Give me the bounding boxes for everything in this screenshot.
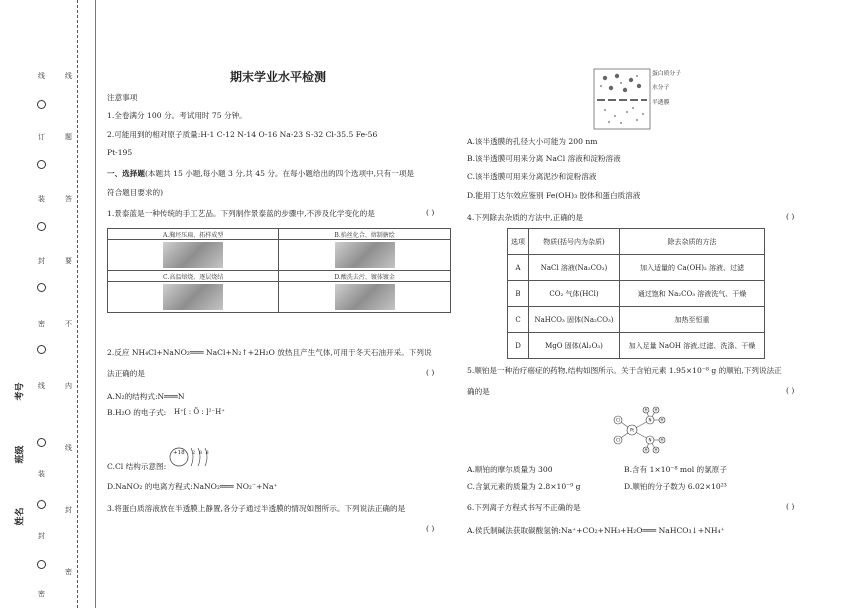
h-label: H — [644, 447, 648, 453]
margin-char: 答 — [65, 195, 72, 203]
margin-char: 题 — [65, 133, 72, 141]
q4-header-option: 选项 — [508, 229, 529, 255]
q2-electron-formula: H⁺[ : Ö : ]²⁻H⁺ — [174, 408, 225, 416]
binding-dashed-line — [77, 0, 78, 608]
craft-photo — [163, 284, 223, 310]
margin-char: 密 — [38, 590, 45, 598]
fig-label-membrane: 半透膜 — [652, 100, 670, 106]
binding-solid-line — [95, 0, 96, 608]
margin-char: 订 — [38, 133, 45, 141]
n-label: N — [648, 437, 652, 443]
binding-hole — [37, 283, 46, 292]
q4-cell: CO₂ 气体(HCl) — [529, 281, 620, 307]
binding-hole — [37, 160, 46, 169]
binding-hole — [37, 560, 46, 569]
notice-line-3: Pt-195 — [107, 148, 133, 157]
margin-char: 装 — [38, 195, 45, 203]
cl-shells-label: 2 8 8 — [192, 450, 210, 456]
craft-photo — [335, 284, 395, 310]
margin-char: 封 — [38, 532, 45, 540]
margin-char: 线 — [65, 444, 72, 452]
membrane-diagram — [593, 68, 651, 130]
q5-answer-paren: ( ) — [786, 386, 795, 395]
cl-label: Cl — [616, 437, 620, 443]
notice-line-1: 1.全卷满分 100 分。考试用时 75 分钟。 — [107, 111, 247, 120]
section1-desc-2: 符合题目要求的) — [107, 188, 164, 197]
q4-stem: 4.下列除去杂质的方法中,正确的是 — [467, 213, 583, 222]
cl-label: Cl — [616, 417, 620, 423]
q5-option-a: A.顺铂的摩尔质量为 300 — [467, 465, 553, 474]
q4-cell: 加热至恒重 — [620, 307, 765, 333]
craft-photo — [163, 242, 223, 268]
binding-hole — [37, 438, 46, 447]
q6-stem: 6.下列离子方程式书写不正确的是 — [467, 503, 581, 512]
q4-cell: B — [508, 281, 529, 307]
q1-option-b: B.掐丝化合、熔制搪绘 — [279, 229, 451, 240]
q1-stem: 1.景泰蓝是一种传统的手工艺品。下列制作景泰蓝的步骤中,不涉及化学变化的是 — [107, 209, 375, 218]
q4-cell: A — [508, 255, 529, 281]
h-label: H — [654, 447, 658, 453]
fig-label-protein: 蛋白质分子 — [652, 71, 681, 77]
h-label: H — [660, 437, 664, 443]
margin-char: 内 — [65, 382, 72, 390]
q2-stem-2: 法正确的是 — [107, 369, 145, 378]
q5-option-b: B.含有 1×10⁻⁸ mol 的氯原子 — [624, 465, 727, 474]
notice-line-2: 2.可能用到的相对原子质量:H-1 C-12 N-14 O-16 Na-23 S-32 Cl-35.5 Fe-56 — [107, 130, 378, 139]
q4-table — [507, 228, 765, 359]
h-label: H — [644, 407, 648, 413]
q6-option-a: A.侯氏制碱法获取碳酸氢钠:Na⁺+CO₂+NH₃+H₂O═══ NaHCO₃↓+NH₄⁺ — [467, 526, 725, 535]
binding-hole — [37, 100, 46, 109]
q3-option-d: D.能用丁达尔效应鉴别 Fe(OH)₃ 胶体和蛋白质溶液 — [467, 191, 641, 200]
q5-stem-2: 确的是 — [467, 387, 490, 396]
cl-nucleus-label: +18 — [173, 450, 185, 456]
q4-cell: 加入足量 NaOH 溶液,过滤、洗涤、干燥 — [620, 333, 765, 359]
table-row — [508, 307, 765, 333]
section1-desc-1: (本题共 15 小题,每小题 3 分,共 45 分。在每小题给出的四个选项中,只有一项是 — [144, 169, 415, 178]
pt-label: Pt — [630, 427, 634, 433]
page-title: 期末学业水平检测 — [230, 70, 327, 84]
table-row — [508, 255, 765, 281]
class-label: 班级 — [15, 445, 26, 464]
q2-stem: 2.反应 NH₄Cl+NaNO₂═══ NaCl+N₂↑+2H₂O 放热且产生气体,可用于冬天石油开采。下列说 — [107, 348, 432, 357]
q5-stem: 5.顺铂是一种治疗癌症的药物,结构如图所示。关于含铂元素 1.95×10⁻⁸ g 的顺铂,下列说法正 — [467, 366, 782, 375]
notice-heading: 注意事项 — [107, 93, 138, 102]
margin-char: 密 — [65, 568, 72, 576]
q1-image-c — [108, 282, 279, 313]
margin-char: 线 — [38, 72, 45, 80]
q2-option-d: D.NaNO₂ 的电离方程式:NaNO₂═══ NO₂⁻+Na⁺ — [107, 482, 278, 491]
margin-char: 不 — [65, 320, 72, 328]
exam-number-label: 考号 — [15, 382, 26, 401]
binding-hole — [37, 500, 46, 509]
q4-header-method: 除去杂质的方法 — [620, 229, 765, 255]
q3-option-c: C.该半透膜可用来分离泥沙和淀粉溶液 — [467, 172, 597, 181]
q1-image-a — [108, 240, 279, 271]
q1-option-c: C.高温熔烧、逐层烧结 — [108, 271, 279, 282]
q2-answer-paren: ( ) — [426, 368, 435, 377]
q3-answer-paren: ( ) — [426, 524, 435, 533]
margin-char: 封 — [65, 506, 72, 514]
section1-header — [107, 168, 414, 179]
h-label: H — [660, 417, 664, 423]
q2-option-a: A.N₂的结构式:N═══N — [107, 392, 185, 401]
q4-cell: NaCl 溶液(Na₂CO₃) — [529, 255, 620, 281]
q4-cell: D — [508, 333, 529, 359]
q3-stem: 3.将蛋白质溶液放在半透膜上静置,各分子通过半透膜的情况如图所示。下列说法正确的是 — [107, 504, 406, 513]
q6-answer-paren: ( ) — [786, 502, 795, 511]
q3-option-a: A.该半透膜的孔径大小可能为 200 nm — [467, 137, 598, 146]
q5-option-c: C.含氯元素的质量为 2.8×10⁻⁹ g — [467, 482, 581, 491]
margin-char: 线 — [65, 72, 72, 80]
q4-answer-paren: ( ) — [786, 212, 795, 221]
q4-cell: C — [508, 307, 529, 333]
table-row — [508, 333, 765, 359]
binding-hole — [37, 345, 46, 354]
margin-char: 封 — [38, 257, 45, 265]
fig-label-water: 水分子 — [652, 85, 670, 91]
q1-option-a: A.胸坯压扁、拓样成型 — [108, 229, 279, 240]
q1-image-b — [279, 240, 451, 271]
table-row — [508, 281, 765, 307]
q2-option-b: B.H₂O 的电子式: — [107, 408, 167, 417]
margin-char: 装 — [38, 470, 45, 478]
q1-image-d — [279, 282, 451, 313]
n-label: N — [648, 417, 652, 423]
h-label: H — [654, 407, 658, 413]
section1-heading: 一、选择题 — [107, 169, 145, 178]
q1-options-table — [107, 228, 451, 313]
craft-photo — [335, 242, 395, 268]
q1-option-d: D.酸洗去污、镀体镀金 — [279, 271, 451, 282]
q1-answer-paren: ( ) — [426, 208, 435, 217]
name-label: 姓名 — [15, 507, 26, 526]
binding-hole — [37, 222, 46, 231]
cisplatin-structure — [606, 404, 670, 456]
q4-cell: MgO 固体(Al₂O₃) — [529, 333, 620, 359]
margin-char: 线 — [38, 382, 45, 390]
q2-option-c: C.Cl 结构示意图: — [107, 462, 167, 471]
q4-cell: 加入适量的 Ca(OH)₂ 溶液、过滤 — [620, 255, 765, 281]
margin-char: 密 — [38, 320, 45, 328]
margin-char: 要 — [65, 257, 72, 265]
q4-cell: 通过饱和 Na₂CO₃ 溶液洗气、干燥 — [620, 281, 765, 307]
q5-option-d: D.顺铂的分子数为 6.02×10²³ — [624, 482, 727, 491]
cl-atom-diagram — [167, 445, 213, 469]
q4-cell: NaHCO₃ 固体(Na₂CO₃) — [529, 307, 620, 333]
q4-header-substance: 物质(括号内为杂质) — [529, 229, 620, 255]
q3-option-b: B.该半透膜可用来分离 NaCl 溶液和淀粉溶液 — [467, 154, 621, 163]
